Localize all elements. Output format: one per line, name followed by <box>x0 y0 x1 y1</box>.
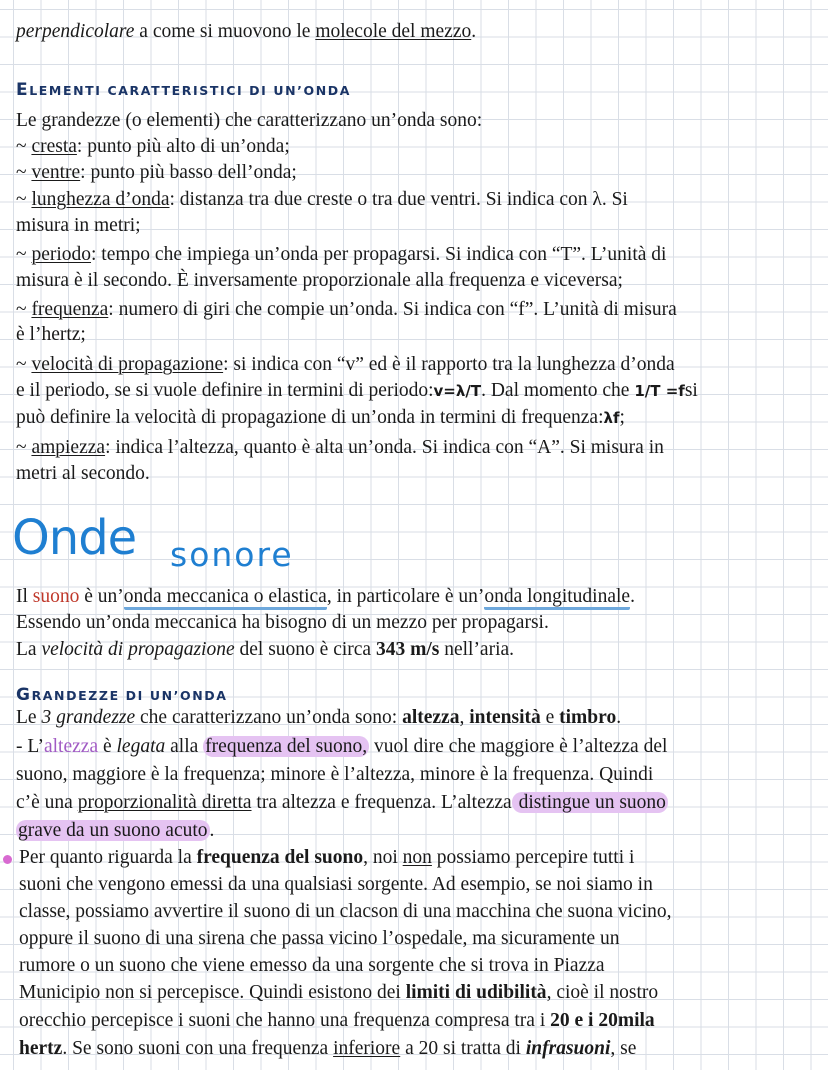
highlight-frequenza: frequenza del suono, <box>205 736 368 757</box>
text-frequenza-8: hertz. Se sono suoni con una frequenza inferiore a 20 si tratta di infrasuoni, se <box>19 1038 637 1059</box>
list-item-velocita-cont2: può definire la velocità di propagazione di un’onda in termini di frequenza:λf; <box>16 407 625 428</box>
list-item-ampiezza: ~ ampiezza: indica l’altezza, quanto è alta un’onda. Si indica con “A”. Si misura in <box>16 437 664 458</box>
bullet-dot-icon <box>3 855 12 864</box>
highlight-distingue: distingue un suono <box>513 792 666 813</box>
text-frequenza-5: rumore o un suono che viene emesso da una sorgente che si trova in Piazza <box>19 955 605 976</box>
list-item-periodo: ~ periodo: tempo che impiega un’onda per propagarsi. Si indica con “T”. L’unità di <box>16 244 667 265</box>
highlight-grave-acuto: grave da un suono acuto <box>18 820 208 841</box>
text-frequenza-6: Municipio non si percepisce. Quindi esistono dei limiti di udibilità, cioè il nostro <box>19 982 659 1003</box>
formula-v-lambda-t: v=λ/T <box>433 382 482 400</box>
text-grandezze-intro: Le 3 grandezze che caratterizzano un’onda sono: altezza, intensità e timbro. <box>16 707 622 728</box>
text-frequenza-1: Per quanto riguarda la frequenza del suono, noi non possiamo percepire tutti i <box>19 847 635 868</box>
list-item-ampiezza-cont: metri al secondo. <box>16 463 150 484</box>
text-line-top: perpendicolare a come si muovono le molecole del mezzo. <box>16 21 477 42</box>
text-suono-intro: Il suono è un’onda meccanica o elastica, in particolare è un’onda longitudinale. <box>16 584 635 610</box>
formula-lambda-f: λf <box>603 409 620 427</box>
text-altezza-2: suono, maggiore è la frequenza; minore è l’altezza, minore è la frequenza. Quindi <box>16 764 654 785</box>
list-item-frequenza: ~ frequenza: numero di giri che compie un’onda. Si indica con “f”. L’unità di misura <box>16 299 677 320</box>
list-item-lunghezza: ~ lunghezza d’onda: distanza tra due creste o tra due ventri. Si indica con λ. Si <box>16 189 628 210</box>
text-frequenza-3: classe, possiamo avvertire il suono di un clacson di una macchina che suona vicino, <box>19 901 672 922</box>
title-sonore: sonore <box>170 535 294 574</box>
section-heading-elementi: ELEMENTI CARATTERISTICI DI UN’ONDA <box>16 80 352 100</box>
text-altezza-3: c’è una proporzionalità diretta tra altezza e frequenza. L’altezza distingue un suono <box>16 792 666 813</box>
formula-one-over-t: 1/T =f <box>634 382 685 400</box>
list-item-lunghezza-cont: misura in metri; <box>16 215 141 236</box>
list-item-frequenza-cont: è l’hertz; <box>16 324 86 345</box>
list-item-velocita-cont1: e il periodo, se si vuole definire in termini di periodo:v=λ/T. Dal momento che 1/T =fsi <box>16 380 698 401</box>
list-item-cresta: ~ cresta: punto più alto di un’onda; <box>16 136 290 157</box>
text-frequenza-4: oppure il suono di una sirena che passa vicino l’ospedale, ma sicuramente un <box>19 928 620 949</box>
text-altezza-4: grave da un suono acuto . <box>18 820 215 841</box>
text-intro: Le grandezze (o elementi) che caratterizzano un’onda sono: <box>16 110 483 131</box>
section-heading-grandezze: GRANDEZZE DI UN’ONDA <box>16 685 228 705</box>
text-frequenza-2: suoni che vengono emessi da una qualsiasi sorgente. Ad esempio, se noi siamo in <box>19 874 653 895</box>
list-item-velocita: ~ velocità di propagazione: si indica con “v” ed è il rapporto tra la lunghezza d’onda <box>16 354 675 375</box>
text-frequenza-7: orecchio percepisce i suoni che hanno una frequenza compresa tra i 20 e i 20mila <box>19 1010 655 1031</box>
text-suono-mezzo: Essendo un’onda meccanica ha bisogno di un mezzo per propagarsi. <box>16 612 549 633</box>
list-item-periodo-cont: misura è il secondo. È inversamente proporzionale alla frequenza e viceversa; <box>16 270 623 291</box>
text-suono-velocita: La velocità di propagazione del suono è circa 343 m/s nell’aria. <box>16 639 515 660</box>
list-item-ventre: ~ ventre: punto più basso dell’onda; <box>16 162 297 183</box>
title-onde: Onde <box>12 510 137 566</box>
text-altezza-1: - L’altezza è legata alla frequenza del suono, vuol dire che maggiore è l’altezza del <box>16 736 668 757</box>
